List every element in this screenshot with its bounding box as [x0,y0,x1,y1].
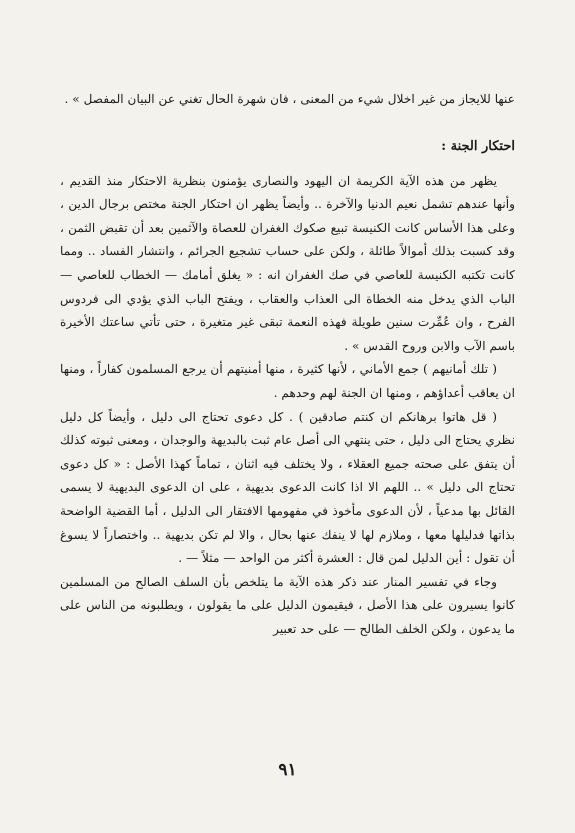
paragraph-their-wishes: ( تلك أمانيهم ) جمع الأماني ، لأنها كثيرة ، منها أمنيتهم أن يرجع المسلمون كفاراً ، ومنها ان يعاقب أعداؤهم ، ومنها ان الجنة لهم وحدهم . [60,362,515,400]
section-heading: احتكار الجنة : [441,138,515,154]
page-body [60,88,515,641]
paragraph-bring-proof: ( قل هاتوا برهانكم ان كنتم صادقين ) . كل دعوى تحتاج الى دليل ، وأيضاً كل دليل نظري يحتاج الى دليل ، حتى ينتهي الى أصل عام ثبت بالبديهة والوجدان ، ومعنى ثبوته كذلك أن يتفق على صحته جميع العقلاء ، ولا يختلف فيه اثنان ، تماماً كهذا الأصل : « كل دعوى تحتاج الى دليل » .. اللهم الا اذا كانت الدعوى بديهية ، على ان الدعوى البديهية لا يسمى القائل بها مدعياً ، لأن الدعوى مأخوذ في مفهومها الافتقار الى الدليل ، أما القضية الواضحة بذاتها فدليلها معها ، وملازم لها لا ينفك عنها بحال ، والا لم تكن بديهية .. واختصاراً لا يسوغ أن تقول : أين الدليل لمن قال : العشرة أكثر من الواحد — مثلاً — . [60,409,515,566]
page-number: ٩١ [278,760,297,780]
paragraph-intro: عنها للايجاز من غير اخلال شيء من المعنى ، فان شهرة الحال تغني عن البيان المفصل » . [64,92,515,106]
paragraph-monopoly-of-paradise: يظهر من هذه الآية الكريمة ان اليهود والنصارى يؤمنون بنظرية الاحتكار منذ القديم ، وأنها عندهم تشمل نعيم الدنيا والآخرة .. وأيضاً يظهر ان احتكار الجنة مختص برجال الدين ، وعلى هذا الأساس كانت الكنيسة تبيع صكوك الغفران للعصاة والآثمين بعد أن تقبض الثمن ، وقد كسبت بذلك أموالاً طائلة ، ولكن على حساب تشجيع الجرائم ، وانتشار الفساد .. ومما كانت تكتبه الكنيسة للعاصي في صك الغفران انه : « يغلق أمامك — الخطاب للعاصي — الباب الذي يدخل منه الخطاة الى العذاب والعقاب ، ويفتح الباب الذي يؤدي الى فردوس الفرح ، وان عُمِّرت سنين طويلة فهذه النعمة تبقى غير متغيرة ، حتى تأتي ساعتك الأخيرة باسم الآب والابن وروح القدس » . [60,173,515,353]
paragraph-al-manar: وجاء في تفسير المنار عند ذكر هذه الآية ما يتلخص بأن السلف الصالح من المسلمين كانوا يسيرون على هذا الأصل ، فيقيمون الدليل على ما يقولون ، ويطلبونه من الناس على ما يدعون ، ولكن الخلف الطالح — على حد تعبير [60,574,515,636]
